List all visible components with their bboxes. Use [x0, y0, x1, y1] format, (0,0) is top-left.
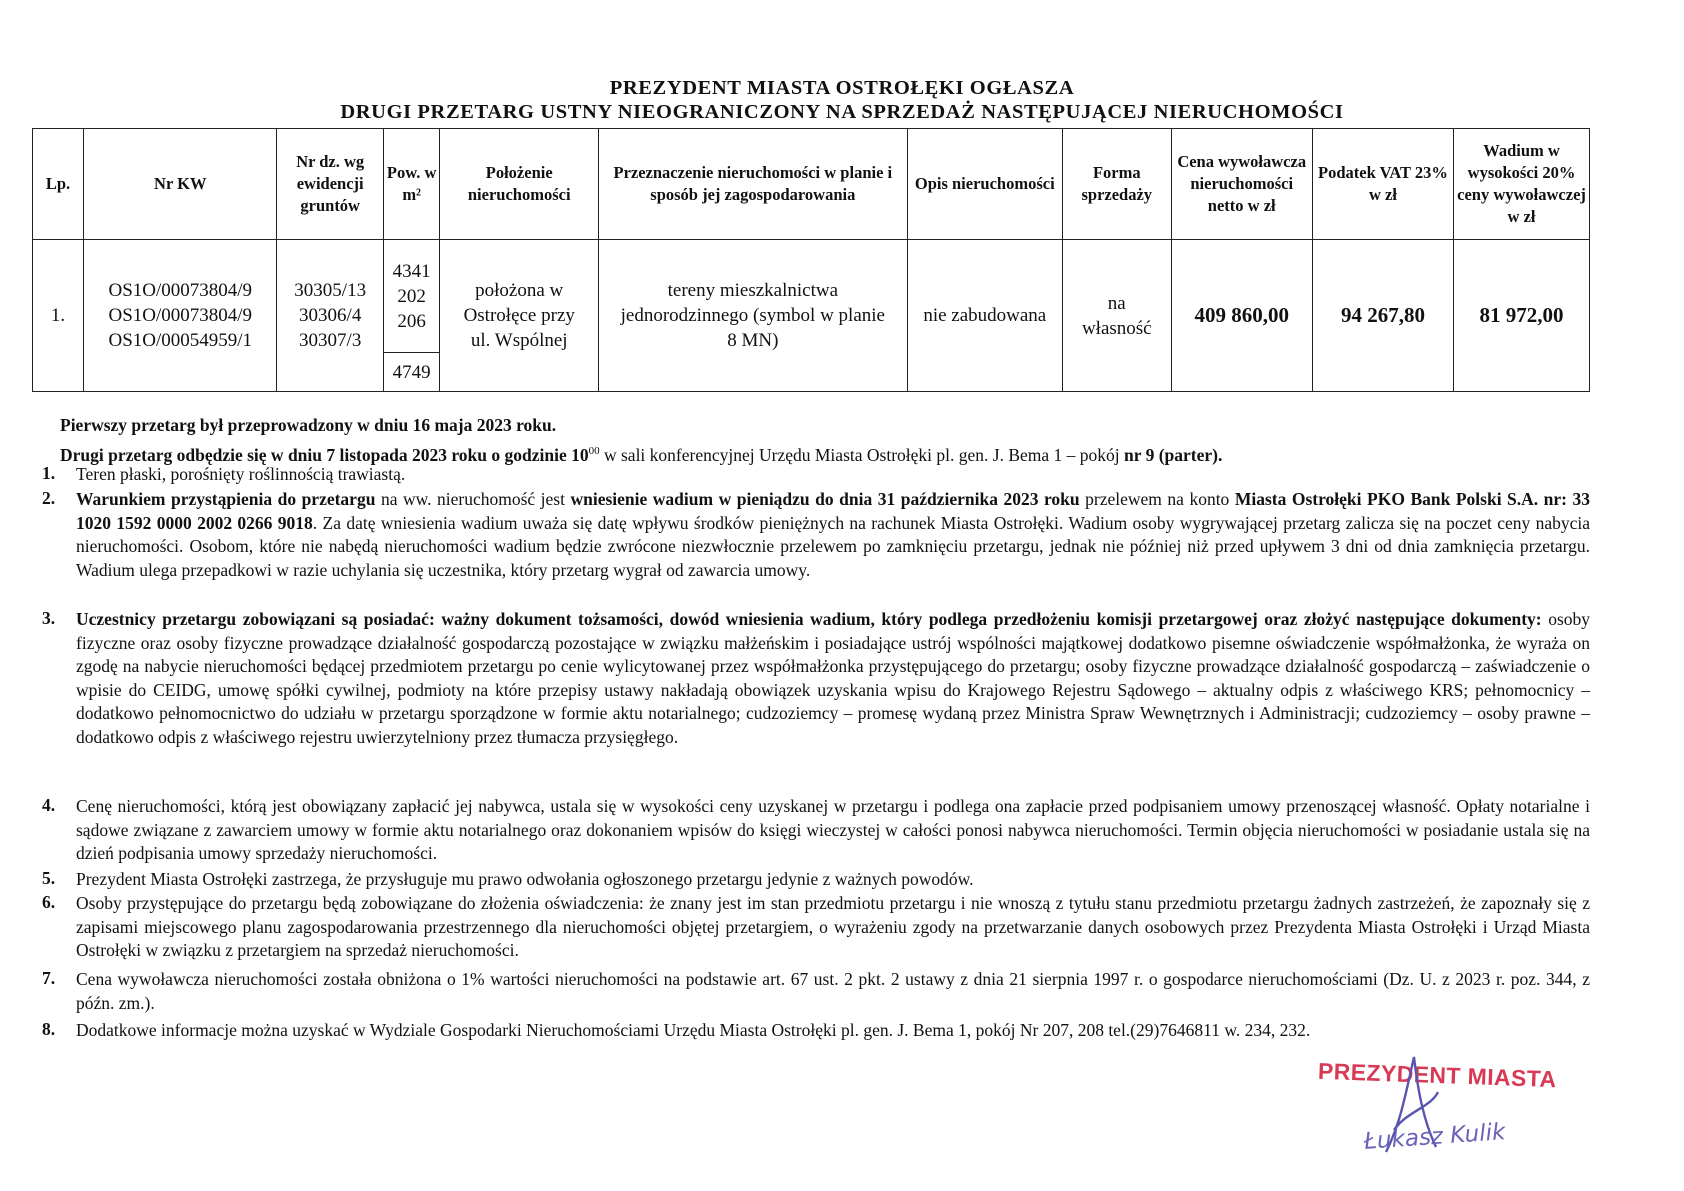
header-wadium: Wadium w wysokości 20% ceny wywoławczej w zł [1454, 129, 1590, 240]
cell-wadium: 81 972,00 [1454, 240, 1590, 392]
cell-pow [383, 240, 439, 353]
cell-forma: na własność [1062, 240, 1171, 392]
point-number: 1. [42, 463, 56, 483]
cell-lp: 1. [33, 240, 84, 392]
point-2-text-1: na ww. nieruchomość jest [375, 489, 571, 509]
cell-opis: nie zabudowana [907, 240, 1062, 392]
dz-entry: 30305/13 [294, 280, 367, 301]
dz-entry: 30307/3 [299, 330, 362, 351]
point-number: 4. [42, 795, 56, 815]
property-table [32, 128, 1590, 392]
cell-polozenie: położona w Ostrołęce przy ul. Wspólnej [440, 240, 599, 392]
intro-second-sup: 00 [588, 445, 600, 457]
point-2-bold-3: Miasta Ostrołęki PKO Bank Polski S.A. nr: 33 1020 1592 0000 2002 0266 9018 [76, 489, 1591, 533]
header-przeznaczenie: Przeznaczenie nieruchomości w planie i sposób jej zagospodarowania [599, 129, 908, 240]
header-vat: Podatek VAT 23% w zł [1312, 129, 1453, 240]
point-number: 8. [42, 1019, 56, 1039]
pow-entry: 206 [397, 310, 426, 332]
point-2-text-2: przelewem na konto [1079, 489, 1235, 509]
header-lp: Lp. [33, 129, 84, 240]
kw-entry: OS1O/00073804/9 [108, 305, 253, 326]
point-4: Cenę nieruchomości, którą jest obowiązany zapłacić jej nabywca, ustala się w wysokości ceny uzyskanej w przetargu i podlega ona zapłacie przed podpisaniem umowy przenoszącej własność. Opłaty notarialne i sądowe związane z zawarciem umowy w formie aktu notarialnego oraz dokonaniem wpisów do księgi wieczystej w całości ponosi nabywca nieruchomości. Termin objęcia nieruchomości w posiadanie ustala się na dzień podpisania umowy sprzedaży nieruchomości. [76, 796, 1590, 864]
intro-first-text: Pierwszy przetarg był przeprowadzony w dniu 16 maja 2023 roku. [60, 415, 557, 435]
header-dz: Nr dz. wg ewidencji gruntów [277, 129, 383, 240]
point-2-text-3: . Za datę wniesienia wadium uważa się datę wpływu środków pieniężnych na rachunek Miasta Ostrołęki. Wadium osoby wygrywającej przetarg zalicza się na poczet ceny nabycia nieruchomości. Osobom, które nie nabędą nieruchomości wadium będzie zwrócone niezwłocznie przelewem po zamknięciu przetargu, jednak nie później niż przed upływem 3 dni od dnia zamknięcia przetargu. Wadium ulega przepadkowi w razie uchylania się uczestnika, który przetarg wygrał od zawarcia umowy. [76, 512, 1591, 580]
point-8: Dodatkowe informacje można uzyskać w Wydziale Gospodarki Nieruchomościami Urzędu Miasta Ostrołęki pl. gen. J. Bema 1, pokój Nr 207, 208 tel.(29)7646811 w. 234, 232. [76, 1020, 1311, 1040]
dz-entry: 30306/4 [299, 305, 362, 326]
header-kw: Nr KW [84, 129, 277, 240]
intro-second-date: Drugi przetarg odbędzie się w dniu 7 listopada 2023 roku o godzinie 10 [60, 444, 589, 465]
point-1: Teren płaski, porośnięty roślinnością trawiastą. [76, 464, 406, 484]
cell-cena: 409 860,00 [1171, 240, 1312, 392]
kw-entry: OS1O/00073804/9 [108, 280, 253, 301]
point-number: 2. [42, 488, 56, 508]
table-row [33, 240, 1590, 353]
cell-pow-total: 4749 [383, 353, 439, 392]
pow-entry: 202 [397, 285, 426, 307]
point-2-bold-2: wniesienie wadium w pieniądzu do dnia 31 października 2023 roku [570, 489, 1080, 509]
announcement-subtitle: DRUGI PRZETARG USTNY NIEOGRANICZONY NA SPRZEDAŻ NASTĘPUJĄCEJ NIERUCHOMOŚCI [340, 101, 1344, 123]
announcement-title: PREZYDENT MIASTA OSTROŁĘKI OGŁASZA [609, 77, 1075, 99]
point-3-bold: Uczestnicy przetargu zobowiązani są posiadać: ważny dokument tożsamości, dowód wniesienia wadium, który podlega przedłożeniu komisji przetargowej oraz złożyć następujące dokumenty: [76, 609, 1542, 629]
table-header-row [33, 129, 1590, 240]
official-stamp: PREZYDENT MIASTA [1317, 1057, 1557, 1093]
pow-entry: 4341 [392, 260, 431, 282]
kw-entry: OS1O/00054959/1 [108, 330, 253, 351]
point-number: 3. [42, 608, 56, 628]
point-5: Prezydent Miasta Ostrołęki zastrzega, że przysługuje mu prawo odwołania ogłoszonego przetargu jedynie z ważnych powodów. [76, 869, 974, 889]
point-number: 7. [42, 968, 56, 988]
point-3-text: osoby fizyczne oraz osoby fizyczne prowadzące działalność gospodarczą pozostające w związku małżeńskim i posiadające ustrój wspólności majątkowej dodatkowo pisemne oświadczenie współmałżonka, że wyraża on zgodę na nabycie nieruchomości będącej przedmiotem przetargu po cenie wylicytowanej przez współmałżonka przystępującego do przetargu; osoby fizyczne prowadzące działalność gospodarczą – zaświadczenie o wpisie do CEIDG, umowę spółki cywilnej, podmioty na które przepisy ustawy nakładają obowiązek uzyskania wpisu do Krajowego Rejestru Sądowego – aktualny odpis z właściwego KRS; pełnomocnicy – dodatkowo pełnomocnictwo do udziału w przetargu sporządzone w formie aktu notarialnego; cudzoziemcy – promesę wydaną przez Ministra Spraw Wewnętrznych i Administracji; cudzoziemcy – osoby prawne – dodatkowo odpis z właściwego rejestru uwierzytelniony przez tłumacza przysięgłego. [76, 609, 1590, 747]
point-2 [76, 488, 1590, 582]
point-6: Osoby przystępujące do przetargu będą zobowiązane do złożenia oświadczenia: że znany jest im stan przedmiotu przetargu i nie wnoszą z tytułu stanu przedmiotu przetargu żadnych zastrzeżeń, że zapoznały się z zapisami miejscowego planu zagospodarowania przestrzennego dla nieruchomości objętej przetargiem, o wyrażeniu zgody na przetwarzanie danych osobowych przez Prezydenta Miasta Ostrołęki i Urząd Miasta Ostrołęki w związku z przetargiem na sprzedaż nieruchomości. [76, 893, 1590, 961]
point-3 [76, 608, 1590, 750]
header-opis: Opis nieruchomości [907, 129, 1062, 240]
header-cena: Cena wywoławcza nieruchomości netto w zł [1171, 129, 1312, 240]
intro-second-room: nr 9 (parter). [1124, 444, 1223, 465]
point-number: 6. [42, 892, 56, 912]
cell-vat: 94 267,80 [1312, 240, 1453, 392]
signature-name: Łukasz Kulik [1363, 1119, 1507, 1155]
cell-kw [84, 240, 277, 392]
intro-first [60, 414, 1540, 438]
cell-przeznaczenie: tereny mieszkalnictwa jednorodzinnego (symbol w planie 8 MN) [599, 240, 908, 392]
header-forma: Forma sprzedaży [1062, 129, 1171, 240]
point-7: Cena wywoławcza nieruchomości została obniżona o 1% wartości nieruchomości na podstawie art. 67 ust. 2 pkt. 2 ustawy z dnia 21 sierpnia 1997 r. o gospodarce nieruchomościami (Dz. U. z 2023 r. poz. 344, z późn. zm.). [76, 969, 1590, 1013]
cell-dz [277, 240, 383, 392]
point-2-bold-1: Warunkiem przystąpienia do przetargu [76, 489, 376, 509]
header-pow: Pow. w m² [383, 129, 439, 240]
point-number: 5. [42, 868, 56, 888]
intro-second-place: w sali konferencyjnej Urzędu Miasta Ostrołęki pl. gen. J. Bema 1 – pokój [599, 444, 1125, 465]
header-polozenie: Położenie nieruchomości [440, 129, 599, 240]
